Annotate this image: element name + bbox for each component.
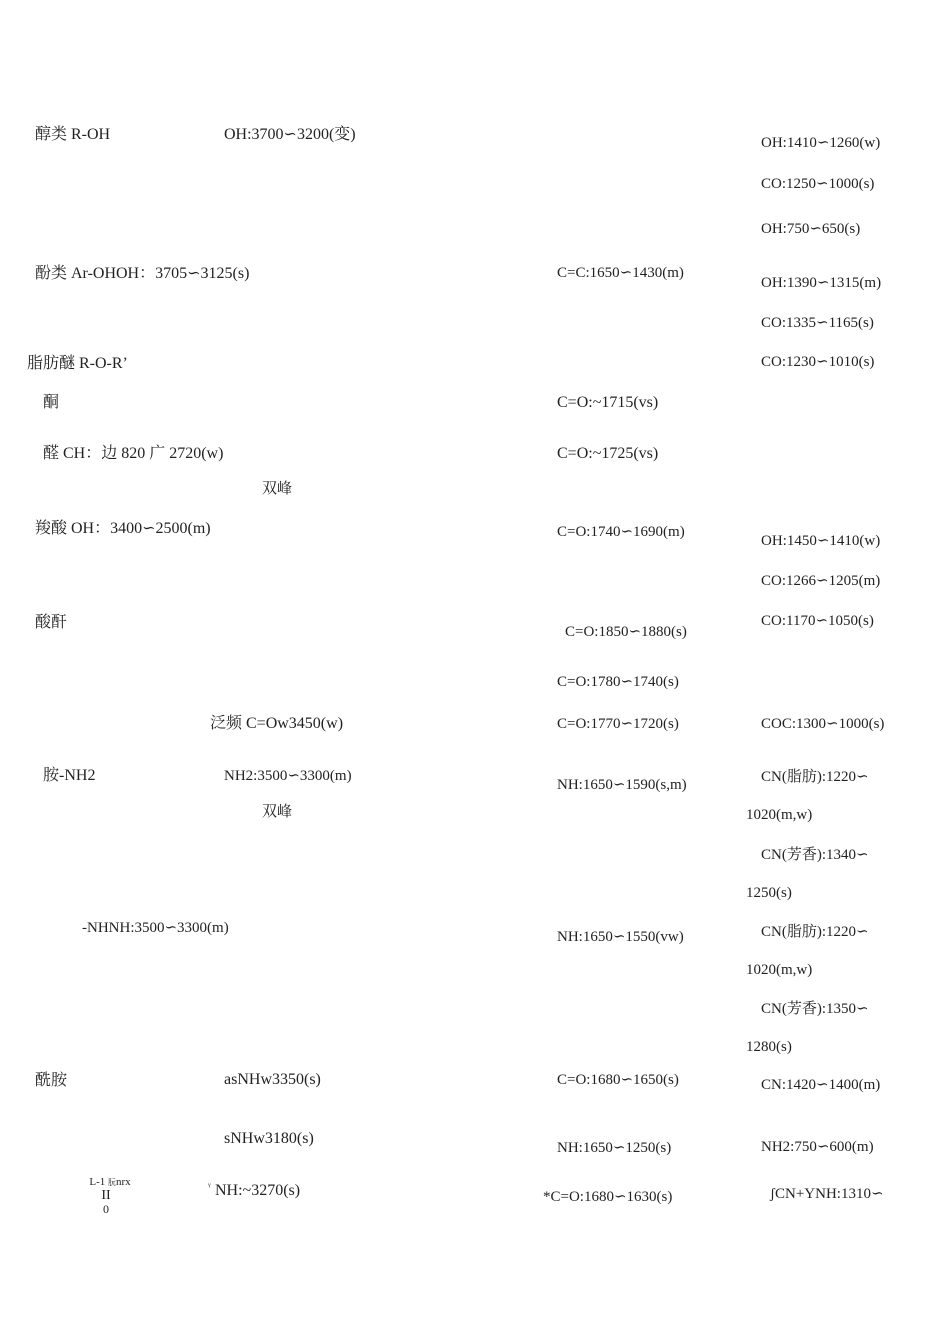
formula-tail: nrx: [115, 1176, 131, 1188]
amide-stretch-1: asNHw3350(s): [224, 1071, 321, 1088]
anhydride-name: 酸酐: [35, 614, 68, 631]
formula-oxygen: 0: [103, 1202, 109, 1217]
phenol-other-1: OH:1390∽1315(m): [761, 275, 882, 291]
amide-other-1: CN:1420∽1400(m): [761, 1077, 881, 1093]
aldehyde-bend: C=O:~1725(vs): [557, 445, 659, 462]
secondary-amine-stretch: -NHNH:3500∽3300(m): [82, 920, 229, 936]
amide-other-2: NH2:750∽600(m): [761, 1139, 874, 1155]
secondary-amine-other-2: 1020(m,w): [746, 962, 813, 978]
amine-stretch: NH2:3500∽3300(m): [224, 768, 352, 784]
alcohol-name: 醇类 R-OH: [35, 126, 111, 143]
amide-bend-2: NH:1650∽1250(s): [557, 1140, 672, 1156]
alcohol-other-2: CO:1250∽1000(s): [761, 176, 875, 192]
acid-other-2: CO:1266∽1205(m): [761, 573, 881, 589]
formula-top: L-1: [89, 1176, 106, 1188]
formula-sub: 朊: [107, 1178, 116, 1187]
amide-stretch-3-prefix: ᵞ: [208, 1181, 211, 1192]
acid-other-3: CO:1170∽1050(s): [761, 613, 874, 629]
amide-name: 酰胺: [35, 1072, 68, 1089]
anhydride-overtone: 泛频 C=Ow3450(w): [210, 715, 344, 732]
alcohol-other-3: OH:750∽650(s): [761, 221, 861, 237]
formula-double-bond: II: [101, 1187, 111, 1203]
amide-structure-formula: [82, 1177, 138, 1216]
amine-other-3: CN(芳香):1340∽: [761, 847, 869, 863]
aldehyde-name: 醛 CH：边 820 广 2720(w): [43, 445, 224, 462]
ketone-bend: C=O:~1715(vs): [557, 394, 659, 411]
amine-note: 双峰: [262, 804, 293, 820]
aldehyde-note: 双峰: [262, 481, 293, 497]
ether-name: 脂肪醚 R-O-R’: [27, 355, 128, 372]
acid-bend: C=O:1740∽1690(m): [557, 524, 685, 540]
amine-other-2: 1020(m,w): [746, 807, 813, 823]
amide-stretch-2: sNHw3180(s): [224, 1130, 314, 1147]
amine-bend: NH:1650∽1590(s,m): [557, 777, 687, 793]
anhydride-bend-3: C=O:1770∽1720(s): [557, 716, 679, 732]
phenol-name: 酚类 Ar-OHOH：3705∽3125(s): [35, 265, 250, 282]
phenol-other-2: CO:1335∽1165(s): [761, 315, 874, 331]
anhydride-bend-1: C=O:1850∽1880(s): [565, 624, 687, 640]
acid-name: 羧酸 OH：3400∽2500(m): [35, 520, 211, 537]
secondary-amine-bend: NH:1650∽1550(vw): [557, 929, 684, 945]
secondary-amine-other-3: CN(芳香):1350∽: [761, 1001, 869, 1017]
anhydride-bend-2: C=O:1780∽1740(s): [557, 674, 679, 690]
acid-other-1: OH:1450∽1410(w): [761, 533, 881, 549]
amine-other-4: 1250(s): [746, 885, 792, 901]
secondary-amine-other-4: 1280(s): [746, 1039, 792, 1055]
amine-name: 胺-NH2: [43, 767, 96, 784]
phenol-bend: C=C:1650∽1430(m): [557, 265, 684, 281]
ketone-name: 酮: [43, 394, 60, 411]
anhydride-other: COC:1300∽1000(s): [761, 716, 885, 732]
amine-other-1: CN(脂肪):1220∽: [761, 769, 869, 785]
alcohol-stretch: OH:3700∽3200(变): [224, 126, 356, 143]
alcohol-other-1: OH:1410∽1260(w): [761, 135, 881, 151]
amide-bend-1: C=O:1680∽1650(s): [557, 1072, 679, 1088]
amide-stretch-3: NH:~3270(s): [215, 1182, 301, 1199]
phenol-other-3: CO:1230∽1010(s): [761, 354, 875, 370]
amide-other-3: ʃCN+YNH:1310∽: [770, 1186, 884, 1202]
amide-bend-3: *C=O:1680∽1630(s): [543, 1189, 673, 1205]
secondary-amine-other-1: CN(脂肪):1220∽: [761, 924, 869, 940]
